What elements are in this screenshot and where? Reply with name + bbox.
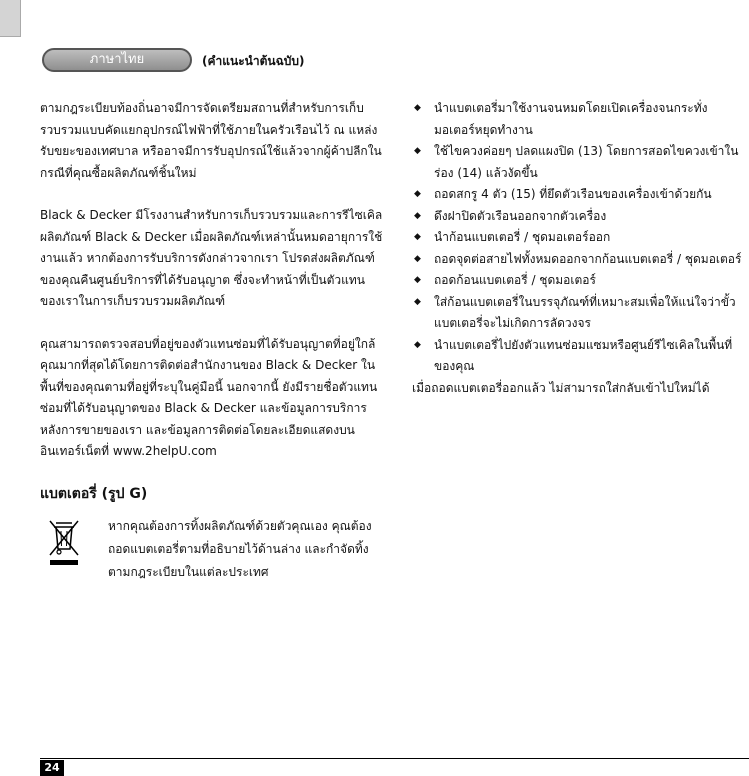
list-item: ◆ ถอดก้อนแบตเตอรี่ / ชุดมอเตอร์ [412,270,747,292]
list-item: ◆ ถอดสกรู 4 ตัว (15) ที่ยึดตัวเรือนของเครื่องเข้าด้วยกัน [412,184,747,206]
list-item: ◆ นำแบตเตอรี่มาใช้งานจนหมดโดยเปิดเครื่องจนกระทั่งมอเตอร์หยุดทำงาน [412,98,747,141]
crossed-out-wheelie-bin-icon [46,519,82,584]
paragraph-recycling-service: Black & Decker มีโรงงานสำหรับการเก็บรวบรวมและการรีไซเคิลผลิตภัณฑ์ Black & Decker เมื่อผลิตภัณฑ์เหล่านั้นหมดอายุการใช้งานแล้ว หากต้องการรับบริการดังกล่าวจากเรา โปรดส่งผลิตภัณฑ์ของคุณคืนศูนย์บริการที่ได้รับอนุญาต ซึ่งจะทำหน้าที่เป็นตัวแทนของเราในการเก็บรวบรวมผลิตภัณฑ์ [40,208,383,308]
battery-disposal-text: หากคุณต้องการทิ้งผลิตภัณฑ์ด้วยตัวคุณเอง คุณต้องถอดแบตเตอรี่ตามที่อธิบายไว้ด้านล่าง และกำจัดทิ้งตามกฎระเบียบในแต่ละประเทศ [108,519,372,579]
battery-removal-steps [412,98,747,378]
list-item: ◆ ใส่ก้อนแบตเตอรี่ในบรรจุภัณฑ์ที่เหมาะสมเพื่อให้แน่ใจว่าขั้วแบตเตอรี่จะไม่เกิดการลัดวงจร [412,292,747,335]
language-label: ภาษาไทย [42,48,192,72]
page-number: 24 [40,760,64,776]
document-title: (คำแนะนำต้นฉบับ) [202,54,305,68]
list-item: ◆ ดึงฝาปิดตัวเรือนออกจากตัวเครื่อง [412,206,747,228]
corner-tab [0,0,21,37]
closing-note: เมื่อถอดแบตเตอรี่ออกแล้ว ไม่สามารถใส่กลับเข้าไปใหม่ได้ [412,380,710,395]
battery-disposal-block [40,515,385,584]
battery-heading: แบตเตอรี่ (รูป G) [40,485,148,502]
right-column [412,98,747,399]
list-item: ◆ ใช้ไขควงค่อยๆ ปลดแผงปิด (13) โดยการสอดไขควงเข้าในร่อง (14) แล้วงัดขึ้น [412,141,747,184]
footer-divider [40,758,749,759]
list-item: ◆ ถอดจุดต่อสายไฟทั้งหมดออกจากก้อนแบตเตอรี่ / ชุดมอเตอร์ [412,249,747,271]
paragraph-service-agents: คุณสามารถตรวจสอบที่อยู่ของตัวแทนซ่อมที่ได้รับอนุญาตที่อยู่ใกล้คุณมากที่สุดได้โดยการติดต่อสำนักงานของ Black & Decker ในพื้นที่ของคุณตามที่อยู่ที่ระบุในคู่มือนี้ นอกจากนี้ ยังมีรายชื่อตัวแทนซ่อมที่ได้รับอนุญาตของ Black & Decker และข้อมูลการบริการหลังการขายของเรา และข้อมูลการติดต่อโดยละเอียดแสดงบนอินเทอร์เน็ตที่ www.2helpU.com [40,336,378,458]
list-item: ◆ นำแบตเตอรี่ไปยังตัวแทนซ่อมแซมหรือศูนย์รีไซเคิลในพื้นที่ของคุณ [412,335,747,378]
left-column [40,98,385,584]
paragraph-collection-info: ตามกฎระเบียบท้องถิ่นอาจมีการจัดเตรียมสถานที่สำหรับการเก็บรวบรวมแบบคัดแยกอุปกรณ์ไฟฟ้าที่ใช้ภายในครัวเรือนไว้ ณ แหล่งรับขยะของเทศบาล หรืออาจมีการรับอุปกรณ์ใช้แล้วจากผู้ค้าปลีกในกรณีที่คุณซื้อผลิตภัณฑ์ชิ้นใหม่ [40,101,382,180]
list-item: ◆ นำก้อนแบตเตอรี่ / ชุดมอเตอร์ออก [412,227,747,249]
